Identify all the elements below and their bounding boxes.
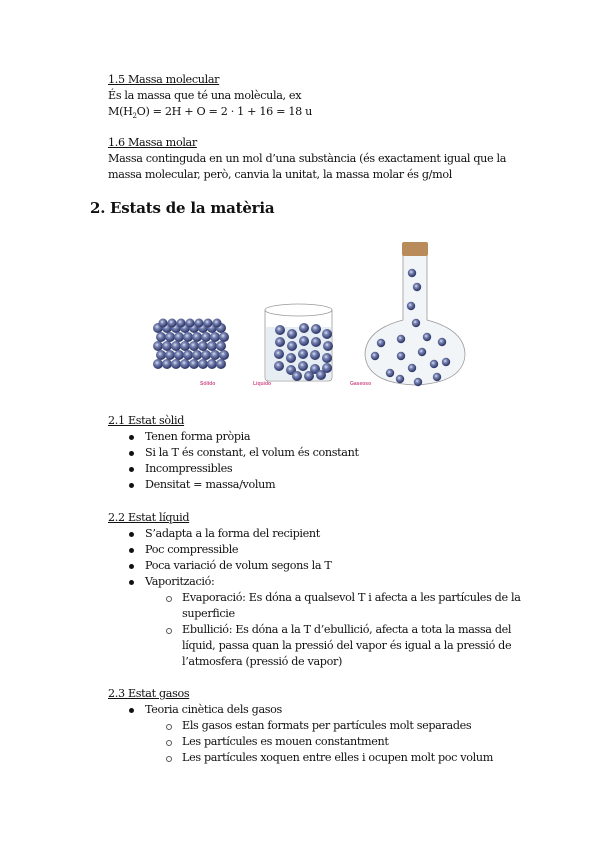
particle [183, 350, 193, 360]
particle [371, 352, 379, 360]
list-item: Poc compressible [145, 542, 238, 558]
particle [323, 341, 333, 351]
section-1-5-heading: 1.5 Massa molecular [108, 73, 220, 86]
section-2-heading [90, 199, 274, 217]
list-item: Densitat = massa/volum [145, 477, 275, 493]
particle [210, 332, 220, 342]
particle [213, 319, 222, 328]
particle [192, 350, 202, 360]
particle [274, 349, 284, 359]
list-item: Si la T és constant, el volum és constant [145, 445, 359, 461]
particle [207, 359, 217, 369]
particle [204, 319, 213, 328]
particle [311, 324, 321, 334]
particle [418, 348, 426, 356]
particle [198, 359, 208, 369]
particle [174, 332, 184, 342]
section-1-5-text: És la massa que té una molècula, ex [108, 89, 302, 102]
list-item: Teoria cinètica dels gasos [145, 702, 282, 718]
particle [156, 350, 166, 360]
particle [275, 325, 285, 335]
particle [201, 350, 211, 360]
particle [442, 358, 450, 366]
list-item: Vaporització: [145, 574, 214, 590]
solid-particles [153, 319, 229, 370]
particle [153, 359, 163, 369]
sub-list-item-cont: superficie [182, 607, 235, 620]
particle [322, 329, 332, 339]
formula [108, 104, 312, 125]
particle [180, 359, 190, 369]
particle [195, 319, 204, 328]
particle [412, 319, 420, 327]
particle [377, 339, 385, 347]
section-1-6-heading: 1.6 Massa molar [108, 136, 197, 149]
particle [216, 359, 226, 369]
particle [304, 371, 314, 381]
particle [210, 350, 220, 360]
section-title: Estats de la matèria [110, 199, 275, 217]
particle [292, 371, 302, 381]
particle [298, 361, 308, 371]
sub-list-item-cont: líquid, passa quan la pressió del vapor és igual a la pressió de [182, 639, 512, 652]
particle [414, 378, 422, 386]
particle [407, 302, 415, 310]
sub-list-item: Ebullició: Es dóna a la T d’ebullició, afecta a tota la massa del [182, 622, 511, 638]
particle [174, 350, 184, 360]
section-2-2-heading: 2.2 Estat líquid [108, 511, 190, 524]
particle [180, 341, 190, 351]
particle [153, 341, 163, 351]
particle [171, 359, 181, 369]
formula-sub: 2 [132, 112, 137, 121]
particle [386, 369, 394, 377]
sub-list-item: Evaporació: Es dóna a qualsevol T i afecta a les partícules de la [182, 590, 521, 606]
label-solid: Sólido [200, 381, 216, 387]
particle [168, 319, 177, 328]
particle [299, 336, 309, 346]
particle [286, 353, 296, 363]
particle [397, 335, 405, 343]
particle [219, 332, 229, 342]
particle [177, 319, 186, 328]
particle [275, 337, 285, 347]
particle [186, 319, 195, 328]
particle [165, 350, 175, 360]
section-1-6-line2: massa molecular, però, canvia la unitat, la massa molar és g/mol [108, 168, 452, 181]
states-of-matter-illustration [145, 235, 485, 390]
particle [298, 349, 308, 359]
particle [162, 359, 172, 369]
sub-list-item: Les partícules es mouen constantment [182, 734, 389, 750]
particle [423, 333, 431, 341]
particle [207, 341, 217, 351]
particle [433, 373, 441, 381]
particle [408, 364, 416, 372]
section-2-3-heading: 2.3 Estat gasos [108, 687, 190, 700]
formula-pre: M(H [108, 105, 133, 118]
sub-list-item: Els gasos estan formats per partícules molt separades [182, 718, 471, 734]
flask [365, 242, 465, 385]
particle [311, 337, 321, 347]
formula-post: O) = 2H + O = 2 · 1 + 16 = 18 u [136, 105, 312, 118]
section-2-1-heading: 2.1 Estat sòlid [108, 414, 185, 427]
particle [159, 319, 168, 328]
particle [162, 341, 172, 351]
section-number: 2. [90, 199, 106, 217]
particle [287, 341, 297, 351]
particle [397, 352, 405, 360]
particle [219, 350, 229, 360]
particle [310, 350, 320, 360]
particle [189, 341, 199, 351]
particle [216, 341, 226, 351]
section-1-6-line1: Massa continguda en un mol d’una substància (és exactament igual que la [108, 152, 507, 165]
particle [274, 361, 284, 371]
particle [201, 332, 211, 342]
sub-list-item-cont: l’atmosfera (pressió de vapor) [182, 655, 343, 668]
particle [438, 338, 446, 346]
particle [408, 269, 416, 277]
particle [396, 375, 404, 383]
particle [322, 353, 332, 363]
list-item: Tenen forma pròpia [145, 429, 250, 445]
particle [299, 323, 309, 333]
particle [430, 360, 438, 368]
cork [402, 242, 428, 256]
particle [165, 332, 175, 342]
particle [183, 332, 193, 342]
particle [198, 341, 208, 351]
list-item: Poca variació de volum segons la T [145, 558, 332, 574]
particle [171, 341, 181, 351]
particle [192, 332, 202, 342]
particle [316, 370, 326, 380]
sub-list-item: Les partícules xoquen entre elles i ocupen molt poc volum [182, 750, 493, 766]
particle [413, 283, 421, 291]
list-item: S’adapta a la forma del recipient [145, 526, 320, 542]
particle [287, 329, 297, 339]
label-gas: Gaseoso [350, 381, 372, 387]
label-liquid: Líquido [253, 381, 272, 387]
particle [156, 332, 166, 342]
list-item: Incompressibles [145, 461, 232, 477]
particle [189, 359, 199, 369]
